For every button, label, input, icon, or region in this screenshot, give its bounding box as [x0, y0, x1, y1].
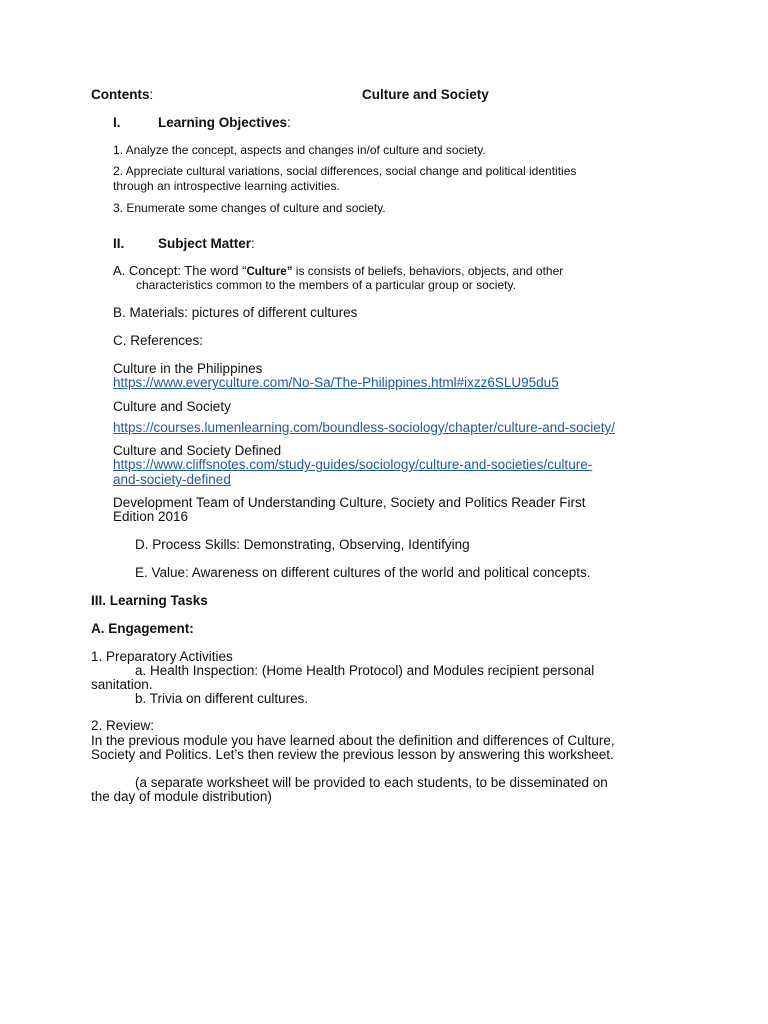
reference-3-title: Culture and Society Defined	[113, 443, 282, 458]
section2-heading	[158, 236, 255, 251]
preparatory-title: 1. Preparatory Activities	[91, 649, 233, 664]
dev-team-line2: Edition 2016	[113, 509, 189, 524]
process-skills: D. Process Skills: Demonstrating, Observing, Identifying	[135, 537, 470, 552]
engagement-heading: A. Engagement:	[91, 621, 194, 636]
reference-2-link[interactable]: https://courses.lumenlearning.com/boundless-sociology/chapter/culture-and-society/	[113, 420, 616, 435]
objective-1: 1. Analyze the concept, aspects and changes in/of culture and society.	[113, 143, 486, 157]
objective-2-line1: 2. Appreciate cultural variations, social differences, social change and political identities	[113, 164, 577, 178]
preparatory-b: b. Trivia on different cultures.	[135, 691, 309, 706]
objective-2-line2: through an introspective learning activities.	[113, 179, 340, 193]
preparatory-a-line1: a. Health Inspection: (Home Health Protocol) and Modules recipient personal	[135, 663, 595, 678]
section2-numeral: II.	[113, 236, 125, 251]
value: E. Value: Awareness on different cultures of the world and political concepts.	[135, 565, 591, 580]
reference-3-link-line2[interactable]: and-society-defined	[113, 472, 231, 487]
concept-rest: is consists of beliefs, behaviors, objects, and other	[292, 264, 564, 278]
note-line2: the day of module distribution)	[91, 789, 272, 804]
concept-prefix: A. Concept: The word “	[113, 263, 247, 278]
references-label: C. References:	[113, 333, 204, 348]
section2-colon: :	[251, 236, 255, 251]
preparatory-a-line2: sanitation.	[91, 677, 153, 692]
section2-title: Subject Matter	[158, 236, 252, 251]
review-line2: Society and Politics. Let’s then review the previous lesson by answering this worksheet.	[91, 747, 614, 762]
contents-heading	[91, 87, 153, 102]
dev-team-line1: Development Team of Understanding Culture, Society and Politics Reader First	[113, 495, 586, 510]
concept-line2: characteristics common to the members of a particular group or society.	[136, 278, 516, 292]
reference-1-link[interactable]: https://www.everyculture.com/No-Sa/The-Philippines.html#ixzz6SLU95du5	[113, 375, 559, 390]
concept-bold-word: Culture”	[246, 266, 293, 278]
section1-heading	[158, 115, 291, 130]
section1-title: Learning Objectives	[158, 115, 288, 130]
materials: B. Materials: pictures of different cultures	[113, 305, 358, 320]
section3-title: III. Learning Tasks	[91, 593, 208, 608]
contents-colon: :	[149, 87, 154, 102]
objective-3: 3. Enumerate some changes of culture and society.	[113, 201, 386, 215]
review-line1: In the previous module you have learned about the definition and differences of Culture,	[91, 733, 615, 748]
contents-label: Contents	[91, 87, 150, 102]
note-line1: (a separate worksheet will be provided to each students, to be disseminated on	[135, 775, 608, 790]
document-title: Culture and Society	[362, 87, 489, 102]
review-title: 2. Review:	[91, 718, 155, 733]
section1-colon: :	[287, 115, 291, 130]
reference-2-title: Culture and Society	[113, 399, 231, 414]
reference-3-link-line1[interactable]: https://www.cliffsnotes.com/study-guides/sociology/culture-and-societies/culture-	[113, 457, 593, 472]
reference-1-title: Culture in the Philippines	[113, 361, 263, 376]
section1-numeral: I.	[113, 115, 121, 130]
